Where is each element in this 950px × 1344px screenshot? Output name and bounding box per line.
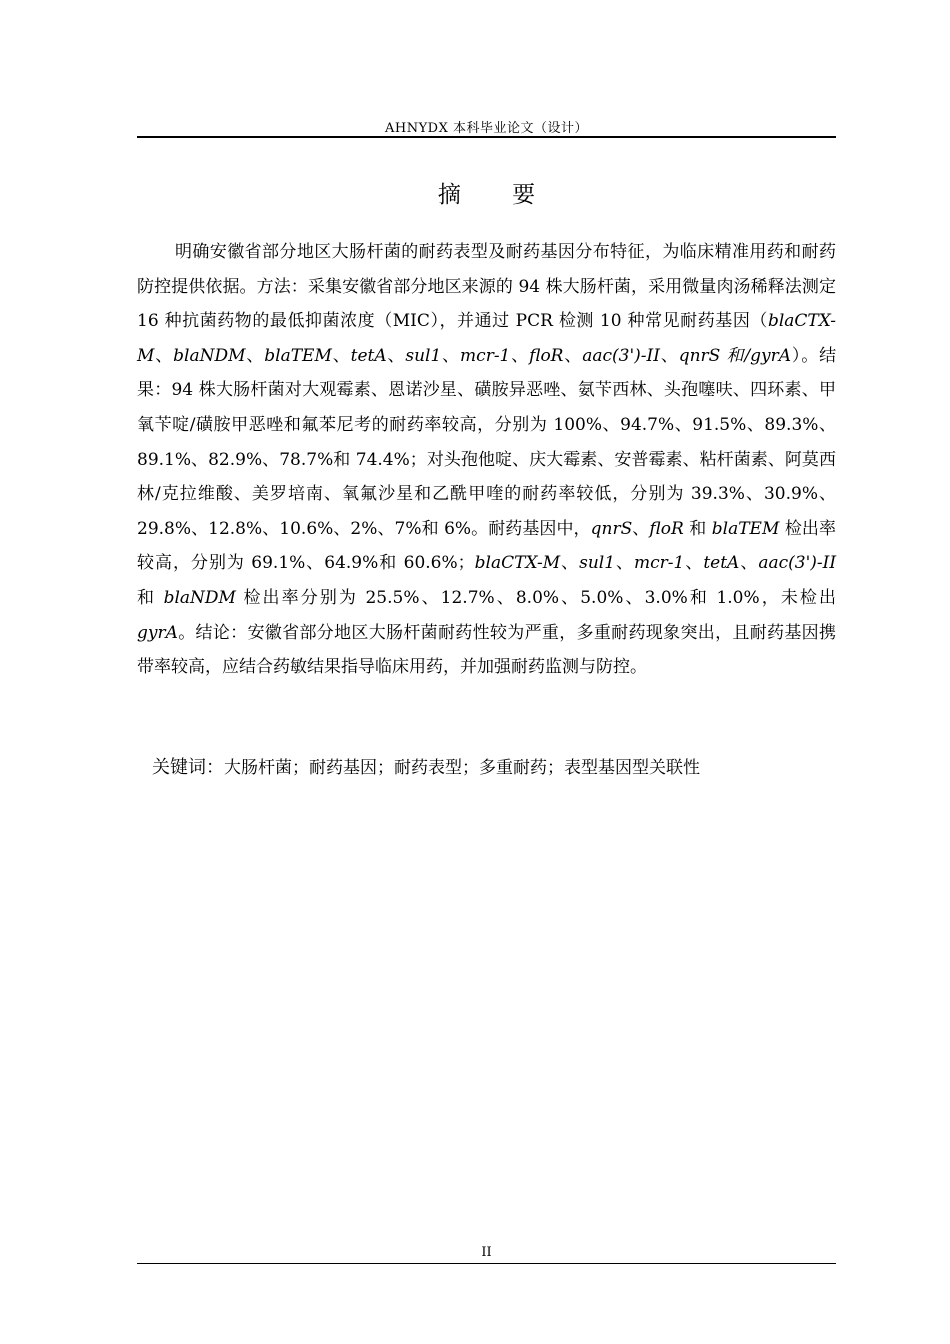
abstract-text: 、	[245, 345, 265, 366]
gene-name: blaCTX-M	[137, 311, 836, 366]
gene-name: blaTEM	[264, 345, 332, 366]
abstract-paragraph	[137, 235, 836, 685]
gene-name: mcr-1	[634, 553, 685, 574]
abstract-text: 、	[615, 553, 635, 574]
page-number: II	[481, 1245, 492, 1260]
gene-name: tetA	[350, 345, 387, 366]
keywords-label: 关键词：	[152, 757, 224, 778]
abstract-text: 、	[739, 553, 759, 574]
gene-name: qnrS 和/gyrA	[678, 345, 792, 366]
gene-name: qnrS	[590, 518, 633, 539]
gene-name: aac(3')-II	[582, 345, 660, 366]
abstract-text: 、	[510, 345, 530, 366]
abstract-text: 、	[684, 553, 704, 574]
gene-name: blaNDM	[173, 345, 246, 366]
gene-name: floR	[529, 345, 564, 366]
abstract-text: 、	[154, 345, 174, 366]
gene-name: blaCTX-M	[474, 553, 561, 574]
abstract-text: 明确安徽省部分地区大肠杆菌的耐药表型及耐药基因分布特征，为临床精准用药和耐药防控提供依据。方法：采集安徽省部分地区来源的 94 株大肠杆菌，采用微量肉汤稀释法测定 16 种抗菌药物的最低抑菌浓度（MIC），并通过 PCR 检测 10 种常见耐药基因（	[137, 242, 836, 332]
abstract-text: 、	[441, 345, 461, 366]
gene-name: floR	[649, 518, 684, 539]
gene-name: blaNDM	[163, 587, 236, 608]
gene-name: gyrA	[137, 622, 178, 643]
abstract-text: 、	[560, 553, 580, 574]
gene-name: tetA	[703, 553, 740, 574]
gene-name: sul1	[405, 345, 442, 366]
gene-name: mcr-1	[460, 345, 511, 366]
abstract-text: 、	[632, 518, 650, 539]
abstract-text: 和	[683, 518, 712, 539]
abstract-text: 、	[386, 345, 406, 366]
page-title: 摘 要	[437, 182, 558, 208]
keywords-line	[152, 754, 832, 782]
abstract-text: ）。结果：94 株大肠杆菌对大观霉素、恩诺沙星、磺胺异恶唑、氨苄西林、头孢噻呋、四环素、甲氧苄啶/磺胺甲恶唑和氟苯尼考的耐药率较高，分别为 100%、94.7%、91.5%、89.3%、89.1%、82.9%、78.7%和 74.4%；对头孢他啶、庆大霉素、安普霉素、粘杆菌素、阿莫西林/克拉维酸、美罗培南、氧氟沙星和乙酰甲喹的耐药率较低，分别为 39.3%、30.9%、29.8%、12.8%、10.6%、2%、7%和 6%。耐药基因中，	[137, 345, 837, 539]
abstract-text: 检出率较高，分别为 69.1%、64.9%和 60.6%；	[137, 518, 836, 574]
running-header: AHNYDX 本科毕业论文（设计）	[385, 121, 588, 136]
abstract-text: 和	[137, 587, 164, 608]
abstract-text: 。结论：安徽省部分地区大肠杆菌耐药性较为严重，多重耐药现象突出，且耐药基因携带率较高，应结合药敏结果指导临床用药，并加强耐药监测与防控。	[137, 622, 836, 678]
keywords-text: 大肠杆菌；耐药基因；耐药表型；多重耐药；表型基因型关联性	[224, 758, 700, 778]
abstract-text: 、	[563, 345, 583, 366]
header-rule	[137, 136, 836, 138]
gene-name: sul1	[579, 553, 616, 574]
footer-rule	[137, 1263, 836, 1264]
gene-name: blaTEM	[711, 518, 780, 539]
abstract-text: 、	[659, 345, 679, 366]
abstract-text: 检出率分别为 25.5%、12.7%、8.0%、5.0%、3.0%和 1.0%，未检出	[235, 587, 837, 608]
abstract-text: 、	[331, 345, 351, 366]
gene-name: aac(3')-II	[758, 553, 837, 574]
